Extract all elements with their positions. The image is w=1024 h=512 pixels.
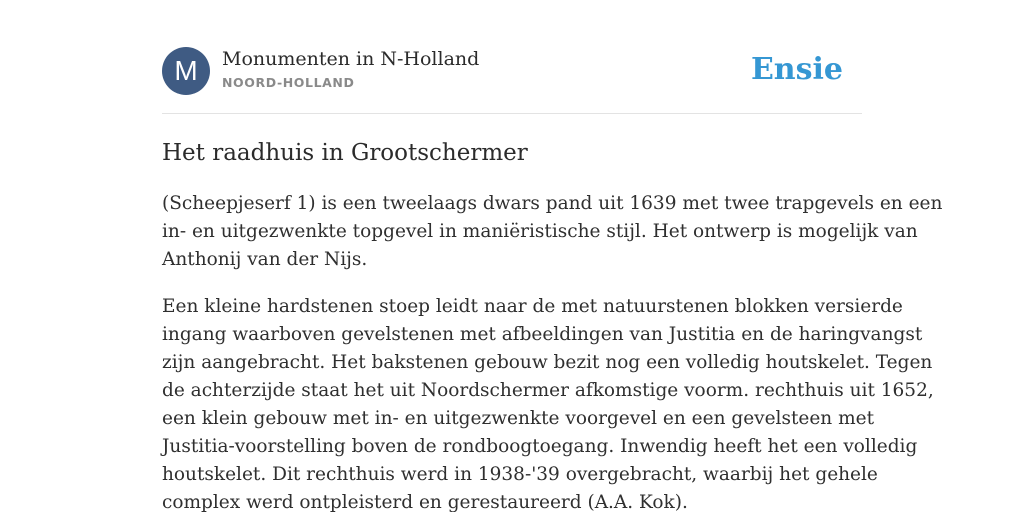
paragraph-line: Anthonij van der Nijs.	[162, 249, 368, 270]
article-title: Het raadhuis in Grootschermer	[162, 140, 528, 166]
article-paragraph-1	[162, 190, 943, 274]
header-divider	[162, 113, 862, 114]
article-paragraph-2	[162, 293, 934, 512]
ensie-logo[interactable]: Ensie	[750, 52, 843, 87]
paragraph-line: een klein gebouw met in- en uitgezwenkte voorgevel en een gevelsteen met	[162, 408, 875, 429]
header	[162, 47, 862, 95]
paragraph-line: zijn aangebracht. Het bakstenen gebouw bezit nog een volledig houtskelet. Tegen	[162, 352, 933, 373]
paragraph-line: ingang waarboven gevelstenen met afbeeldingen van Justitia en de haringvangst	[162, 324, 923, 345]
paragraph-line: Justitia-voorstelling boven de rondboogtoegang. Inwendig heeft het een volledig	[162, 436, 918, 457]
paragraph-line: in- en uitgezwenkte topgevel in maniëristische stijl. Het ontwerp is mogelijk van	[162, 221, 918, 242]
paragraph-line: houtskelet. Dit rechthuis werd in 1938-'39 overgebracht, waarbij het gehele	[162, 464, 878, 485]
paragraph-line: (Scheepjeserf 1) is een tweelaags dwars pand uit 1639 met twee trapgevels en een	[162, 193, 943, 214]
avatar[interactable]: M	[162, 47, 210, 95]
paragraph-line: de achterzijde staat het uit Noordschermer afkomstige voorm. rechthuis uit 1652,	[162, 380, 934, 401]
source-title[interactable]: Monumenten in N-Holland	[222, 48, 480, 70]
paragraph-line: Een kleine hardstenen stoep leidt naar de met natuurstenen blokken versierde	[162, 296, 903, 317]
paragraph-line: complex werd ontpleisterd en gerestaureerd (A.A. Kok).	[162, 492, 688, 512]
source-subtitle[interactable]: NOORD-HOLLAND	[222, 75, 355, 90]
